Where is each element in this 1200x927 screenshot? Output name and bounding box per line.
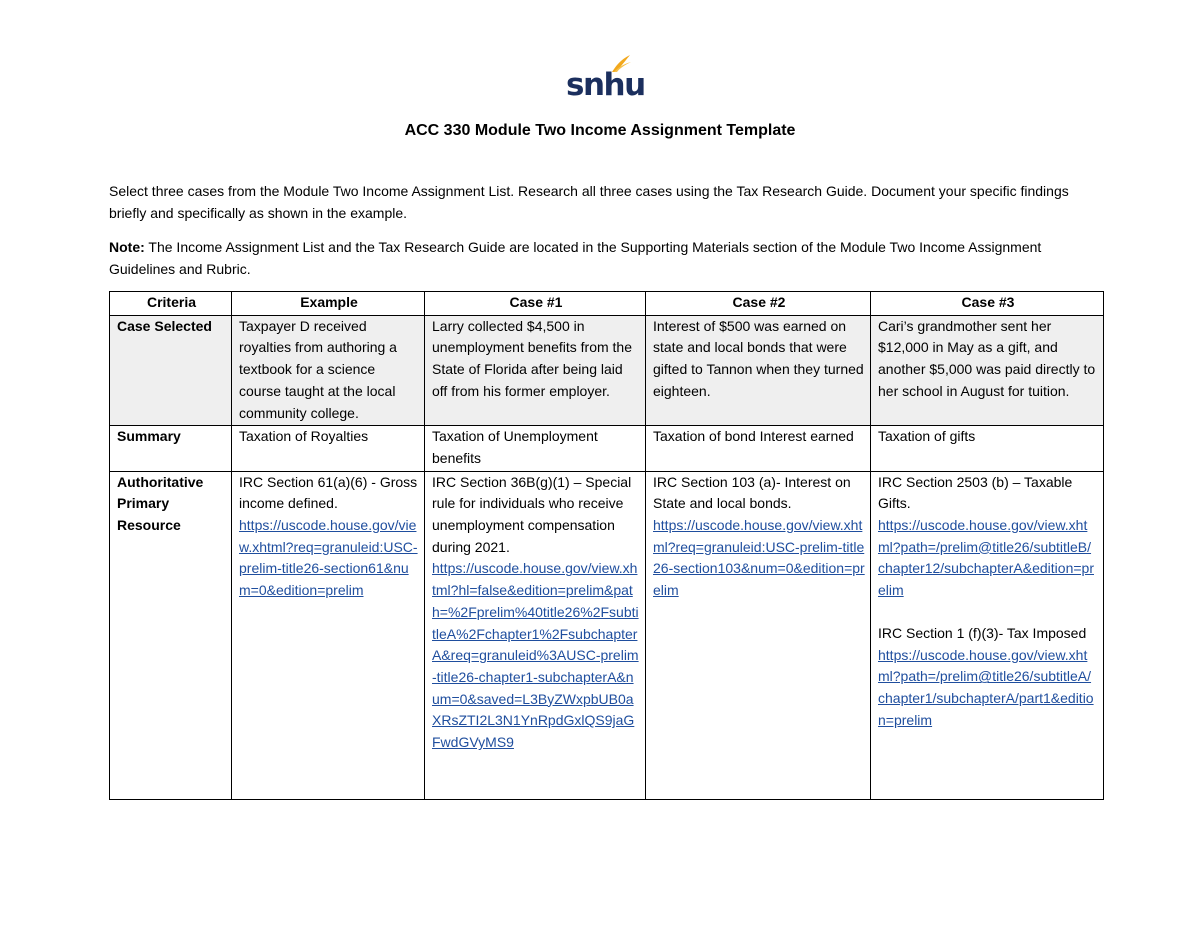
note-text: The Income Assignment List and the Tax Research Guide are located in the Supporting Materials section of the Module Two Income Assignment Guidelines and Rubric. [109, 239, 1042, 277]
example-citation: IRC Section 61(a)(6) - Gross income defined. [239, 473, 418, 512]
cell-example-summary: Taxation of Royalties [232, 426, 425, 471]
table-header-row [110, 292, 1104, 316]
header-case-2: Case #2 [646, 292, 871, 316]
note-label: Note: [109, 239, 145, 255]
table-row-summary [110, 426, 1104, 471]
snhu-logo [566, 54, 645, 104]
table-row-authority [110, 471, 1104, 799]
example-link[interactable]: https://uscode.house.gov/view.xhtml?req=granuleid:USC-prelim-title26-section61&num=0&edition=prelim [239, 517, 418, 599]
case-table [109, 291, 1104, 800]
note-paragraph [109, 236, 1099, 280]
cell-case2-summary: Taxation of bond Interest earned [646, 426, 871, 471]
case3-citation-1: IRC Section 2503 (b) – Taxable Gifts. [878, 473, 1073, 512]
intro-paragraph: Select three cases from the Module Two Income Assignment List. Research all three cases using the Tax Research Guide. Document your specific findings briefly and specifically as shown in the example. [109, 183, 1069, 221]
case1-authority-clip [432, 472, 640, 798]
cell-case2-case: Interest of $500 was earned on state and local bonds that were gifted to Tannon when they turned eighteen. [646, 315, 871, 426]
cell-case3-authority [871, 471, 1104, 799]
header-case-3: Case #3 [871, 292, 1104, 316]
row-label-authority: Authoritative Primary Resource [110, 471, 232, 799]
cell-case1-case: Larry collected $4,500 in unemployment benefits from the State of Florida after being laid off from his former employer. [425, 315, 646, 426]
case1-link[interactable]: https://uscode.house.gov/view.xhtml?hl=false&edition=prelim&path=%2Fprelim%40title26%2FsubtitleA%2Fchapter1%2FsubchapterA&req=granuleid%3AUSC-prelim-title26-chapter1-subchapterA&num=0&saved=L3ByZWxpbUB0aXRsZTI2L3N1YnRpdGxlQS9jaGFwdGVyMS9 [432, 560, 639, 751]
case3-link-1[interactable]: https://uscode.house.gov/view.xhtml?path=/prelim@title26/subtitleB/chapter12/subchapterA&edition=prelim [878, 517, 1094, 599]
page-title: ACC 330 Module Two Income Assignment Template [404, 122, 796, 139]
case2-citation: IRC Section 103 (a)- Interest on State and local bonds. [653, 473, 851, 512]
case1-citation: IRC Section 36B(g)(1) – Special rule for individuals who receive unemployment compensation during 2021. [432, 473, 632, 555]
spacer [878, 602, 1098, 623]
cell-case2-authority [646, 471, 871, 799]
table-row-case-selected [110, 315, 1104, 426]
header-criteria: Criteria [110, 292, 232, 316]
row-label-case-selected: Case Selected [110, 315, 232, 426]
cell-case3-summary: Taxation of gifts [871, 426, 1104, 471]
case3-link-2[interactable]: https://uscode.house.gov/view.xhtml?path=/prelim@title26/subtitleA/chapter1/subchapterA/part1&edition=prelim [878, 646, 1094, 728]
cell-case1-authority [425, 471, 646, 799]
header-example: Example [232, 292, 425, 316]
cell-example-case: Taxpayer D received royalties from authoring a textbook for a science course taught at the local community college. [232, 315, 425, 426]
cell-case3-case: Cari’s grandmother sent her $12,000 in May as a gift, and another $5,000 was paid directly to her school in August for tuition. [871, 315, 1104, 426]
cell-example-authority [232, 471, 425, 799]
logo-wordmark: snhu [566, 67, 645, 103]
header-case-1: Case #1 [425, 292, 646, 316]
case2-link[interactable]: https://uscode.house.gov/view.xhtml?req=granuleid:USC-prelim-title26-section103&num=0&edition=prelim [653, 517, 865, 599]
case3-citation-2: IRC Section 1 (f)(3)- Tax Imposed [878, 624, 1087, 641]
row-label-summary: Summary [110, 426, 232, 471]
cell-case1-summary: Taxation of Unemployment benefits [425, 426, 646, 471]
